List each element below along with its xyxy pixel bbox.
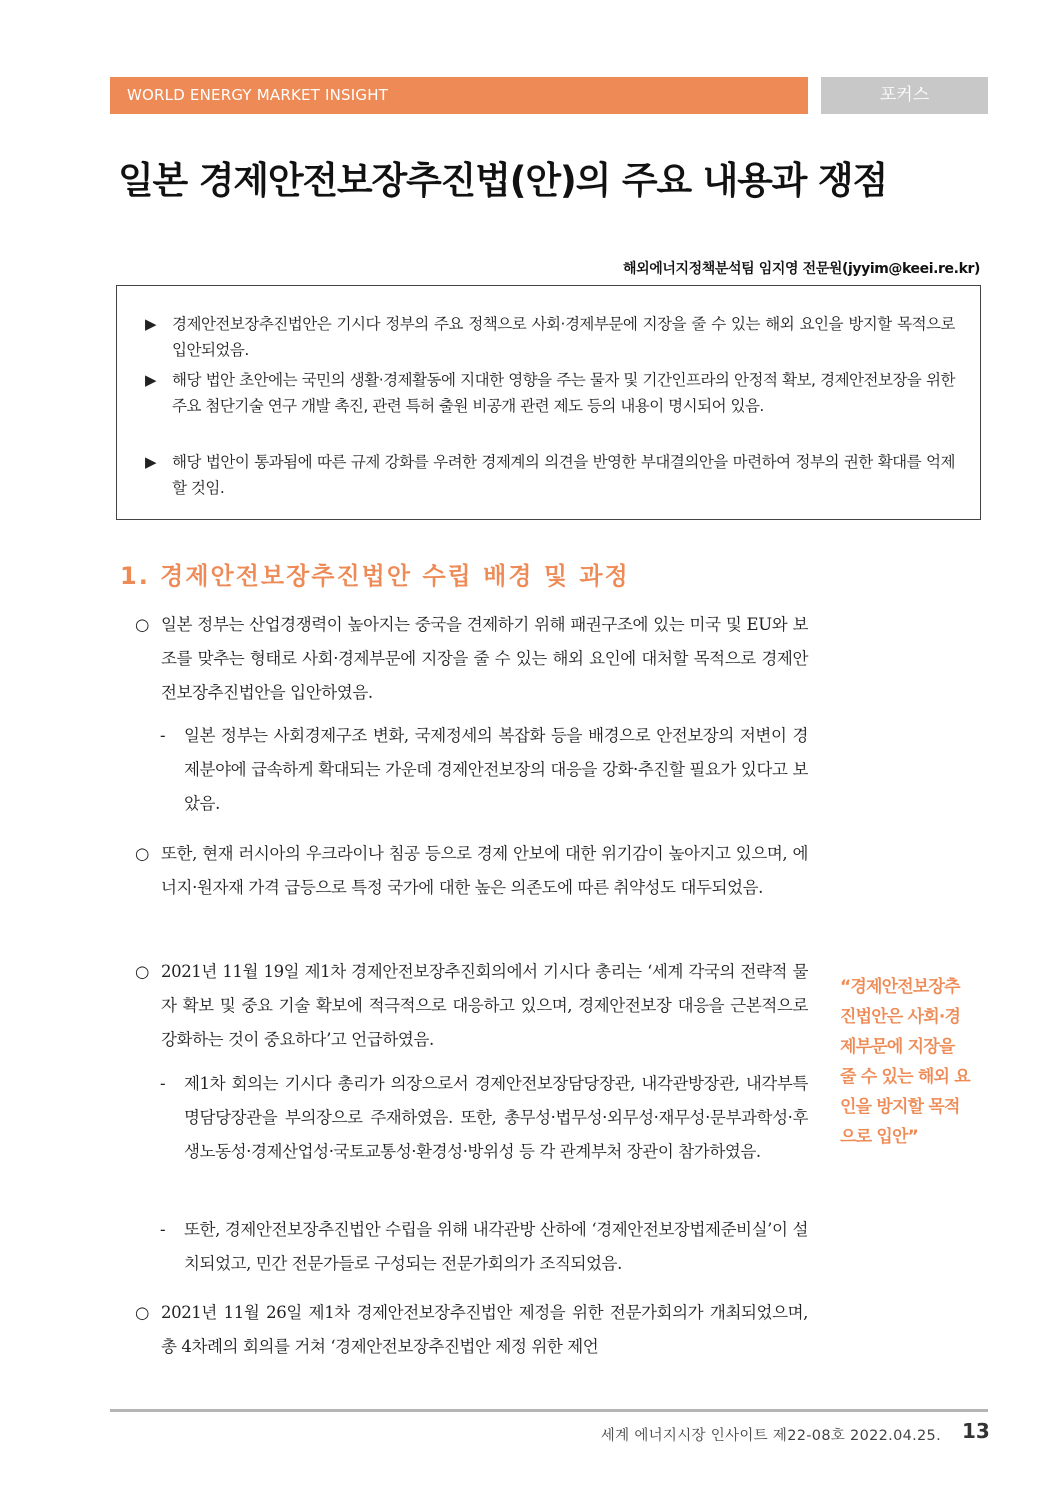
summary-box (116, 285, 981, 520)
circle-bullet-icon: ○ (135, 1303, 149, 1322)
series-header-bar: WORLD ENERGY MARKET INSIGHT (110, 77, 808, 114)
section-tab-focus: 포커스 (821, 77, 988, 114)
page-title: 일본 경제안전보장추진법(안)의 주요 내용과 쟁점 (118, 159, 887, 202)
summary-item-text: 경제안전보장추진법안은 기시다 정부의 주요 정책으로 사회·경제부문에 지장을 줄 수 있는 해외 요인을 방지할 목적으로 입안되었음. (172, 315, 955, 359)
paragraph-text: 2021년 11월 19일 제1차 경제안전보장추진회의에서 기시다 총리는 ‘세계 각국의 전략적 물자 확보 및 중요 기술 확보에 적극적으로 대응하고 있으며, 경제안전보장 대응을 근본적으로 강화하는 것이 중요하다’고 언급하였음. (161, 962, 808, 1049)
dash-bullet-icon: - (160, 1074, 166, 1093)
summary-item-text: 해당 법안이 통과됨에 따른 규제 강화를 우려한 경제계의 의견을 반영한 부대결의안을 마련하여 정부의 권한 확대를 억제할 것임. (172, 453, 955, 497)
summary-item (145, 449, 955, 501)
paragraph-text: 일본 정부는 사회경제구조 변화, 국제정세의 복잡화 등을 배경으로 안전보장의 저변이 경제분야에 급속하게 확대되는 가운데 경제안전보장의 대응을 강화·추진할 필요가 있다고 보았음. (184, 726, 808, 813)
paragraph-text: 일본 정부는 산업경쟁력이 높아지는 중국을 견제하기 위해 패권구조에 있는 미국 및 EU와 보조를 맞추는 형태로 사회·경제부문에 지장을 줄 수 있는 해외 요인에 대처할 목적으로 경제안전보장추진법안을 입안하였음. (161, 615, 808, 702)
pull-quote: “경제안전보장추진법안은 사회·경제부문에 지장을 줄 수 있는 해외 요인을 방지할 목적으로 입안” (840, 977, 970, 1147)
body-paragraph (135, 1296, 808, 1364)
body-paragraph (135, 955, 808, 1057)
sub-paragraph (160, 1213, 808, 1281)
summary-item (145, 311, 955, 363)
summary-item (145, 367, 955, 419)
triangle-bullet-icon: ▶ (145, 315, 157, 333)
circle-bullet-icon: ○ (135, 844, 149, 863)
sub-paragraph (160, 1067, 808, 1169)
author-byline: 해외에너지정책분석팀 임지영 전문원(jyyim@keei.re.kr) (623, 261, 980, 277)
paragraph-text: 또한, 현재 러시아의 우크라이나 침공 등으로 경제 안보에 대한 위기감이 높아지고 있으며, 에너지·원자재 가격 급등으로 특정 국가에 대한 높은 의존도에 따른 취약성도 대두되었음. (161, 844, 808, 897)
paragraph-text: 또한, 경제안전보장추진법안 수립을 위해 내각관방 산하에 ‘경제안전보장법제준비실’이 설치되었고, 민간 전문가들로 구성되는 전문가회의가 조직되었음. (184, 1220, 808, 1273)
footer-publication: 세계 에너지시장 인사이트 제22-08호 2022.04.25. (600, 1428, 941, 1444)
triangle-bullet-icon: ▶ (145, 453, 157, 471)
section-heading: 1. 경제안전보장추진법안 수립 배경 및 과정 (120, 562, 630, 590)
triangle-bullet-icon: ▶ (145, 371, 157, 389)
circle-bullet-icon: ○ (135, 962, 149, 981)
body-paragraph (135, 837, 808, 905)
body-paragraph (135, 608, 808, 710)
dash-bullet-icon: - (160, 726, 166, 745)
dash-bullet-icon: - (160, 1220, 166, 1239)
summary-item-text: 해당 법안 초안에는 국민의 생활·경제활동에 지대한 영향을 주는 물자 및 기간인프라의 안정적 확보, 경제안전보장을 위한 주요 첨단기술 연구 개발 촉진, 관련 특허 출원 비공개 관련 제도 등의 내용이 명시되어 있음. (172, 371, 955, 415)
paragraph-text: 제1차 회의는 기시다 총리가 의장으로서 경제안전보장담당장관, 내각관방장관, 내각부특명담당장관을 부의장으로 주재하였음. 또한, 총무성·법무성·외무성·재무성·문부과학성·후생노동성·경제산업성·국토교통성·환경성·방위성 등 각 관계부처 장관이 참가하였음. (184, 1074, 808, 1161)
paragraph-text: 2021년 11월 26일 제1차 경제안전보장추진법안 제정을 위한 전문가회의가 개최되었으며, 총 4차례의 회의를 거쳐 ‘경제안전보장추진법안 제정 위한 제언 (161, 1303, 808, 1356)
page-number: 13 (962, 1419, 990, 1443)
footer-divider (110, 1409, 988, 1412)
sub-paragraph (160, 719, 808, 821)
circle-bullet-icon: ○ (135, 615, 149, 634)
